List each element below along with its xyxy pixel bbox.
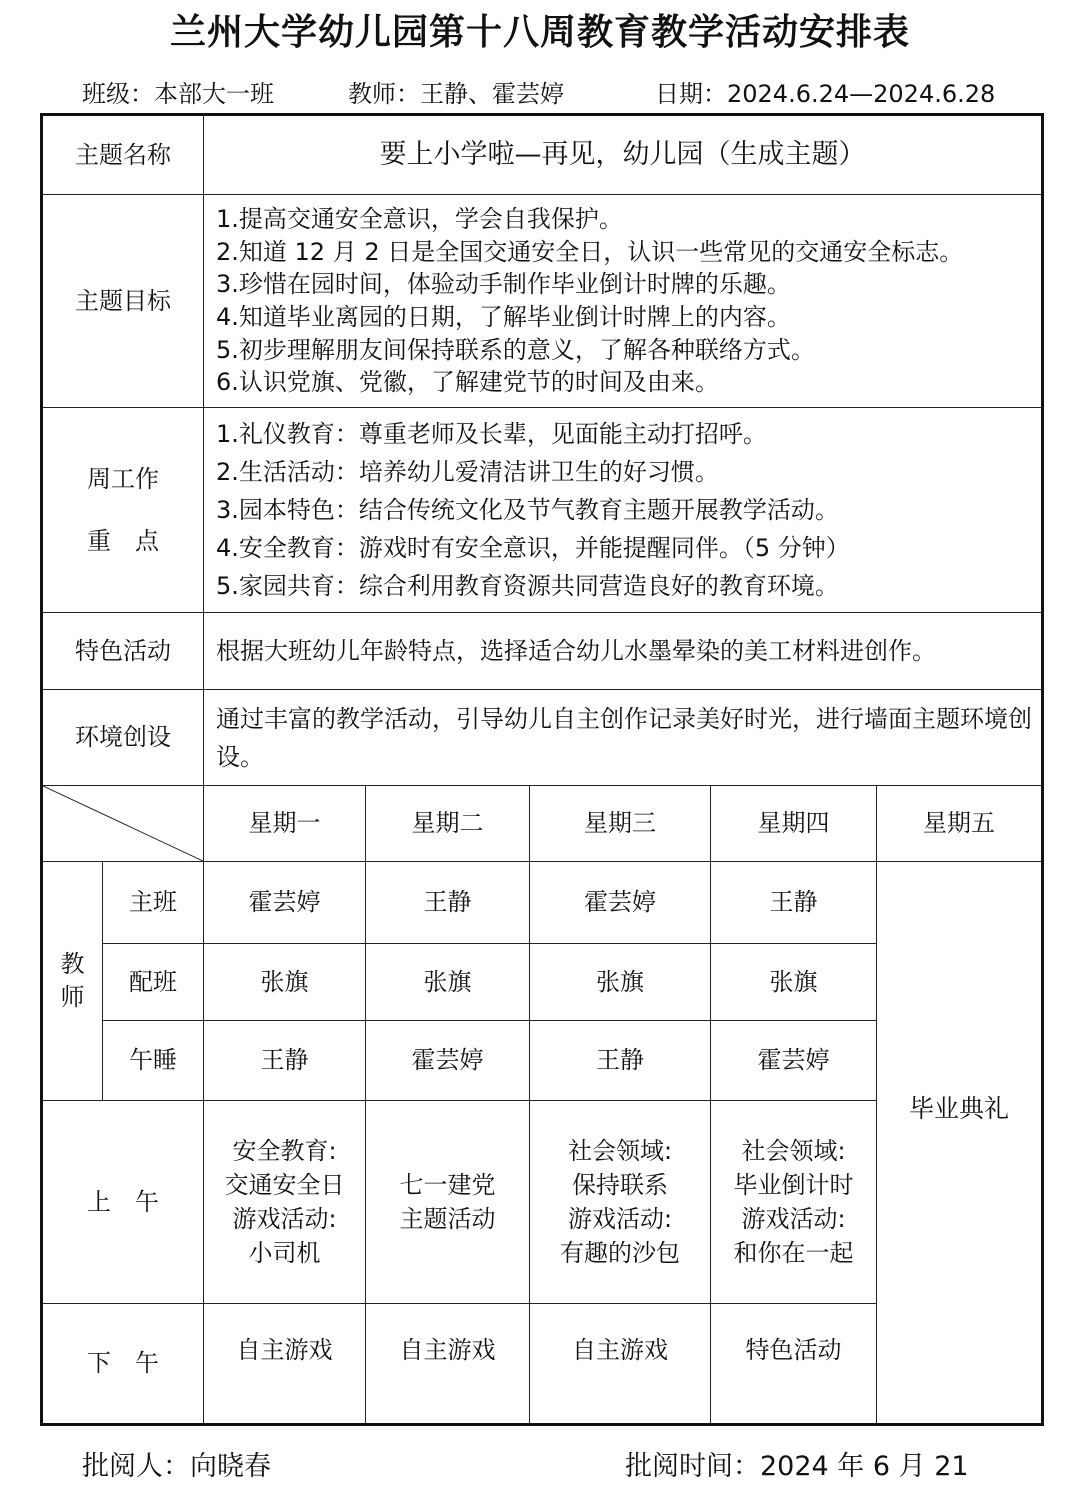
teacher-row-main [42,862,1043,944]
diagonal-line [43,786,203,861]
morning-line: 主题活动 [399,1205,496,1233]
goal-item: 1.提高交通安全意识，学会自我保护。 [216,205,623,234]
afternoon-label: 下 午 [42,1304,204,1425]
morning-cell [530,1101,711,1304]
focus-label [42,408,204,613]
role-label: 午睡 [103,1021,204,1101]
afternoon-cell: 自主游戏 [204,1304,366,1425]
focus-item: 2.生活活动：培养幼儿爱清洁讲卫生的好习惯。 [216,458,719,486]
environment-label: 环境创设 [42,690,204,786]
teacher-group-label [42,862,103,1101]
environment-row [42,690,1043,786]
feature-value: 根据大班幼儿年龄特点，选择适合幼儿水墨晕染的美工材料进创作。 [204,613,1043,690]
morning-line: 交通安全日 [224,1171,345,1199]
goal-item: 6.认识党旗、党徽，了解建党节的时间及由来。 [216,368,719,397]
review-time: 批阅时间：2024 年 6 月 21 [625,1451,969,1482]
morning-cell [366,1101,530,1304]
teacher-cell: 张旗 [711,944,877,1021]
morning-line: 安全教育: [232,1137,337,1165]
day-header: 星期二 [366,786,530,862]
morning-cell [711,1101,877,1304]
focus-item: 4.安全教育：游戏时有安全意识，并能提醒同伴。（5 分钟） [216,534,850,562]
day-header: 星期一 [204,786,366,862]
goals-row [42,195,1043,408]
teacher-cell: 王静 [530,1021,711,1101]
morning-line: 游戏活动: [741,1205,846,1233]
teacher-label-line2: 师 [60,983,85,1011]
focus-label-line1: 周工作 [87,465,159,493]
schedule-table [40,113,1044,1426]
day-header: 星期五 [877,786,1043,862]
role-label: 配班 [103,944,204,1021]
day-header: 星期三 [530,786,711,862]
teacher-cell: 王静 [366,862,530,944]
teacher-cell: 张旗 [530,944,711,1021]
morning-line: 毕业倒计时 [733,1171,854,1199]
goals-label: 主题目标 [42,195,204,408]
goal-item: 5.初步理解朋友间保持联系的意义，了解各种联络方式。 [216,335,815,364]
afternoon-cell: 特色活动 [711,1304,877,1425]
morning-line: 小司机 [248,1239,321,1267]
teacher-cell: 霍芸婷 [204,862,366,944]
focus-item: 1.礼仪教育：尊重老师及长辈，见面能主动打招呼。 [216,420,767,448]
teacher-cell: 霍芸婷 [530,862,711,944]
morning-line: 有趣的沙包 [560,1239,680,1267]
morning-line: 七一建党 [399,1171,496,1199]
morning-line: 和你在一起 [733,1239,854,1267]
teacher-cell: 霍芸婷 [366,1021,530,1101]
goal-item: 3.珍惜在园时间，体验动手制作毕业倒计时牌的乐趣。 [216,270,791,299]
teacher-info: 教师：王静、霍芸婷 [348,80,564,108]
teacher-label-line1: 教 [60,950,85,979]
page-title: 兰州大学幼儿园第十八周教育教学活动安排表 [169,12,910,53]
goal-item: 2.知道 12 月 2 日是全国交通安全日，认识一些常见的交通安全标志。 [216,237,964,266]
focus-item: 3.园本特色：结合传统文化及节气教育主题开展教学活动。 [216,496,839,524]
teacher-cell: 王静 [204,1021,366,1101]
goals-list [204,195,1043,408]
teacher-cell: 张旗 [204,944,366,1021]
feature-label: 特色活动 [42,613,204,690]
goal-item: 4.知道毕业离园的日期，了解毕业倒计时牌上的内容。 [216,303,791,331]
theme-label: 主题名称 [42,115,204,195]
focus-list [204,408,1043,613]
teacher-cell: 张旗 [366,944,530,1021]
role-label: 主班 [103,862,204,944]
teacher-cell: 霍芸婷 [711,1021,877,1101]
day-header: 星期四 [711,786,877,862]
reviewer: 批阅人：向晓春 [82,1451,271,1482]
environment-value: 通过丰富的教学活动，引导幼儿自主创作记录美好时光，进行墙面主题环境创设。 [204,690,1043,786]
teacher-cell: 王静 [711,862,877,944]
friday-cell [877,862,1043,1425]
afternoon-cell: 自主游戏 [366,1304,530,1425]
morning-line: 游戏活动: [567,1205,673,1233]
class-info: 班级：本部大一班 [82,80,274,108]
days-header-row [42,786,1043,862]
friday-event: 毕业典礼 [909,1094,1010,1123]
theme-value: 要上小学啦—再见，幼儿园（生成主题） [204,115,1043,195]
morning-line: 游戏活动: [232,1205,337,1233]
date-info: 日期：2024.6.24—2024.6.28 [655,80,996,108]
feature-row [42,613,1043,690]
morning-label: 上 午 [42,1101,204,1304]
morning-line: 社会领域: [741,1137,846,1165]
focus-row [42,408,1043,613]
theme-row [42,115,1043,195]
diagonal-corner [42,786,204,862]
afternoon-cell: 自主游戏 [530,1304,711,1425]
focus-label-line2: 重 点 [87,527,159,555]
focus-item: 5.家园共育：综合利用教育资源共同营造良好的教育环境。 [216,572,839,600]
morning-line: 保持联系 [572,1171,668,1199]
morning-cell [204,1101,366,1304]
morning-line: 社会领域: [567,1137,673,1165]
